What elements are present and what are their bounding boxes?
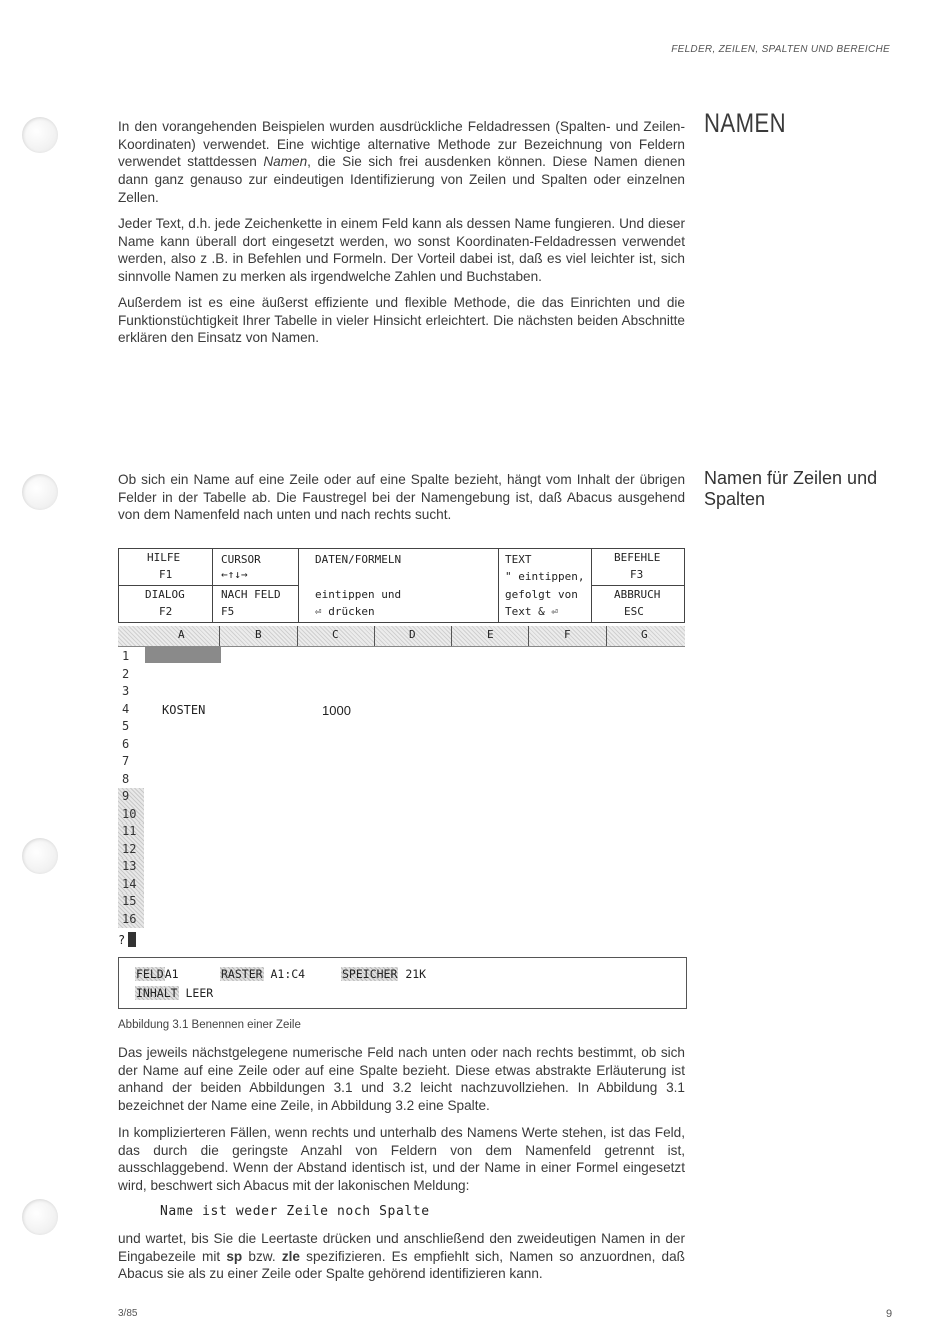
row-header[interactable]: 15: [118, 893, 144, 911]
menu-nach-feld[interactable]: NACH FELD: [221, 588, 281, 601]
menu-hilfe[interactable]: HILFE: [147, 551, 181, 564]
status-panel: [118, 957, 687, 1009]
menu-text[interactable]: TEXT: [505, 553, 532, 566]
row-header[interactable]: 13: [118, 858, 144, 876]
column-header-a[interactable]: A: [178, 628, 185, 641]
punch-hole-1: [22, 117, 58, 153]
menu-col-daten: [299, 549, 499, 622]
punch-hole-3: [22, 838, 58, 874]
menu-col-cursor: [213, 549, 299, 622]
menu-cursor-arrows: ←↑↓→: [221, 568, 248, 581]
column-header-bar: [118, 626, 685, 647]
active-cell-cursor[interactable]: [145, 646, 221, 663]
menu-text-line3: gefolgt von: [505, 588, 578, 601]
error-message: Name ist weder Zeile noch Spalte: [160, 1204, 430, 1219]
footer-date: 3/85: [118, 1308, 138, 1319]
input-cursor: [128, 932, 136, 947]
paragraph-7: und wartet, bis Sie die Leertaste drücken und anschließend den zweideutigen Namen in der Eingabezeile mit sp bzw. zle spezifizieren. Es empfiehlt sich, Namen so anzuordnen, daß Abacus sie als zu einer Zeile oder Spalte gehörend identifizieren kann.: [118, 1231, 685, 1282]
menu-col-hilfe: [119, 549, 213, 622]
cell-a4[interactable]: KOSTEN: [162, 703, 206, 717]
row-header[interactable]: 1: [122, 649, 130, 663]
input-prompt: ?: [118, 933, 126, 947]
menu-cursor[interactable]: CURSOR: [221, 553, 261, 566]
menu-dialog[interactable]: DIALOG: [145, 588, 185, 601]
menu-text-line4: Text & ⏎: [505, 605, 558, 618]
punch-hole-2: [22, 474, 58, 510]
menu-druecken: ⏎ drücken: [315, 605, 375, 618]
menu-hilfe-key: F1: [159, 568, 173, 581]
row-header[interactable]: 9: [118, 788, 144, 806]
status-feld-value: A1: [164, 967, 179, 981]
row-header[interactable]: 5: [122, 719, 130, 733]
row-header[interactable]: 10: [118, 806, 144, 824]
row-header[interactable]: 12: [118, 841, 144, 859]
row-header[interactable]: 14: [118, 876, 144, 894]
row-header-bar: [118, 646, 144, 930]
menu-befehle-key: F3: [630, 568, 644, 581]
status-raster-label: RASTER: [221, 967, 263, 981]
status-speicher-label: SPEICHER: [342, 967, 398, 981]
status-inhalt-label: INHALT: [136, 986, 178, 1000]
status-feld-label: FELD: [136, 967, 164, 981]
status-speicher-value: 21K: [405, 967, 427, 981]
menu-befehle[interactable]: BEFEHLE: [614, 551, 661, 564]
running-header: FELDER, ZEILEN, SPALTEN UND BEREICHE: [671, 44, 890, 55]
column-header-g[interactable]: G: [641, 628, 648, 641]
page-number: 9: [886, 1308, 893, 1320]
menu-abbruch-key: ESC: [624, 605, 644, 618]
paragraph-1: In den vorangehenden Beispielen wurden ausdrückliche Feldadressen (Spalten- und Zeilen-Koordinaten) verwendet. Eine wichtige alternative Methode zur Bezeichnung von Feldern verwendet stattdessen Namen, die Sie sich frei ausdenken können. Diese Namen dienen dann ganz genauso zur eindeutigen Identifizierung von Zeilen und Spalten oder einzelnen Zellen.: [118, 119, 686, 205]
paragraph-3: Außerdem ist es eine äußerst effiziente und flexible Methode, die das Einrichten und die Funktionstüchtigkeit Ihrer Tabelle in vieler Hinsicht erleichtert. Die nächsten beiden Abschnitte erklären den Einsatz von Namen.: [118, 295, 685, 346]
menu-abbruch[interactable]: ABBRUCH: [614, 588, 661, 601]
row-header[interactable]: 3: [122, 684, 130, 698]
spreadsheet-menu: [118, 548, 685, 623]
row-header[interactable]: 16: [118, 911, 144, 929]
cell-c4[interactable]: 1000: [322, 703, 351, 718]
menu-nach-feld-key: F5: [221, 605, 235, 618]
column-header-b[interactable]: B: [255, 628, 262, 641]
row-header[interactable]: 8: [122, 771, 130, 786]
row-header[interactable]: 7: [122, 754, 130, 768]
figure-caption: Abbildung 3.1 Benennen einer Zeile: [118, 1019, 301, 1031]
column-header-e[interactable]: E: [487, 628, 494, 641]
menu-dialog-key: F2: [159, 605, 173, 618]
column-header-c[interactable]: C: [332, 628, 339, 641]
menu-col-befehle: [592, 549, 684, 622]
status-raster-value: A1:C4: [270, 967, 306, 981]
menu-text-line2: " eintippen,: [505, 570, 585, 583]
menu-col-text: [499, 549, 592, 622]
section-title: NAMEN: [704, 108, 787, 138]
status-inhalt-value: LEER: [185, 986, 214, 1000]
row-header[interactable]: 4: [122, 701, 130, 716]
punch-hole-4: [22, 1199, 58, 1235]
paragraph-6: In komplizierteren Fällen, wenn rechts und unterhalb des Namens Werte stehen, ist das Feld, das durch die geringste Anzahl von Feldern von dem Namenfeld getrennt ist, ausschlaggebend. Wenn der Abstand identisch ist, und der Name in einer Formel eingesetzt wird, beschwert sich Abacus mit der lakonischen Meldung:: [118, 1125, 685, 1194]
subsection-title: Namen für Zeilen und Spalten: [704, 468, 878, 509]
paragraph-5: Das jeweils nächstgelegene numerische Feld nach unten oder nach rechts bestimmt, ob sich der Name auf eine Zeile oder auf eine Spalte bezieht. Diese etwas abstrakte Erläuterung ist anhand der beiden Abbildungen 3.1 und 3.2 leicht nachzuvollziehen. In Abbildung 3.1 bezeichnet der Name eine Zeile, in Abbildung 3.2 eine Spalte.: [118, 1045, 685, 1114]
menu-eintippen: eintippen und: [315, 588, 402, 601]
column-header-d[interactable]: D: [409, 628, 416, 641]
paragraph-4: Ob sich ein Name auf eine Zeile oder auf eine Spalte bezieht, hängt vom Inhalt der übrigen Felder in der Tabelle ab. Die Faustregel bei der Namengebung ist, daß Abacus ausgehend von dem Namenfeld nach unten und nach rechts sucht.: [118, 472, 685, 523]
row-header[interactable]: 2: [122, 666, 130, 681]
paragraph-2: Jeder Text, d.h. jede Zeichenkette in einem Feld kann als dessen Name fungieren. Und dieser Name kann überall dort eingesetzt werden, wo sonst Koordinaten-Feldadressen verwendet werden, also z .B. in Befehlen und Formeln. Der Vorteil dabei ist, daß es viel leichter ist, sich sinnvolle Namen zu merken als irgendwelche Zahlen und Buchstaben.: [118, 216, 685, 285]
row-header[interactable]: 6: [122, 736, 130, 751]
menu-daten-formeln[interactable]: DATEN/FORMELN: [315, 553, 402, 566]
row-header[interactable]: 11: [118, 823, 144, 841]
column-header-f[interactable]: F: [564, 628, 571, 641]
